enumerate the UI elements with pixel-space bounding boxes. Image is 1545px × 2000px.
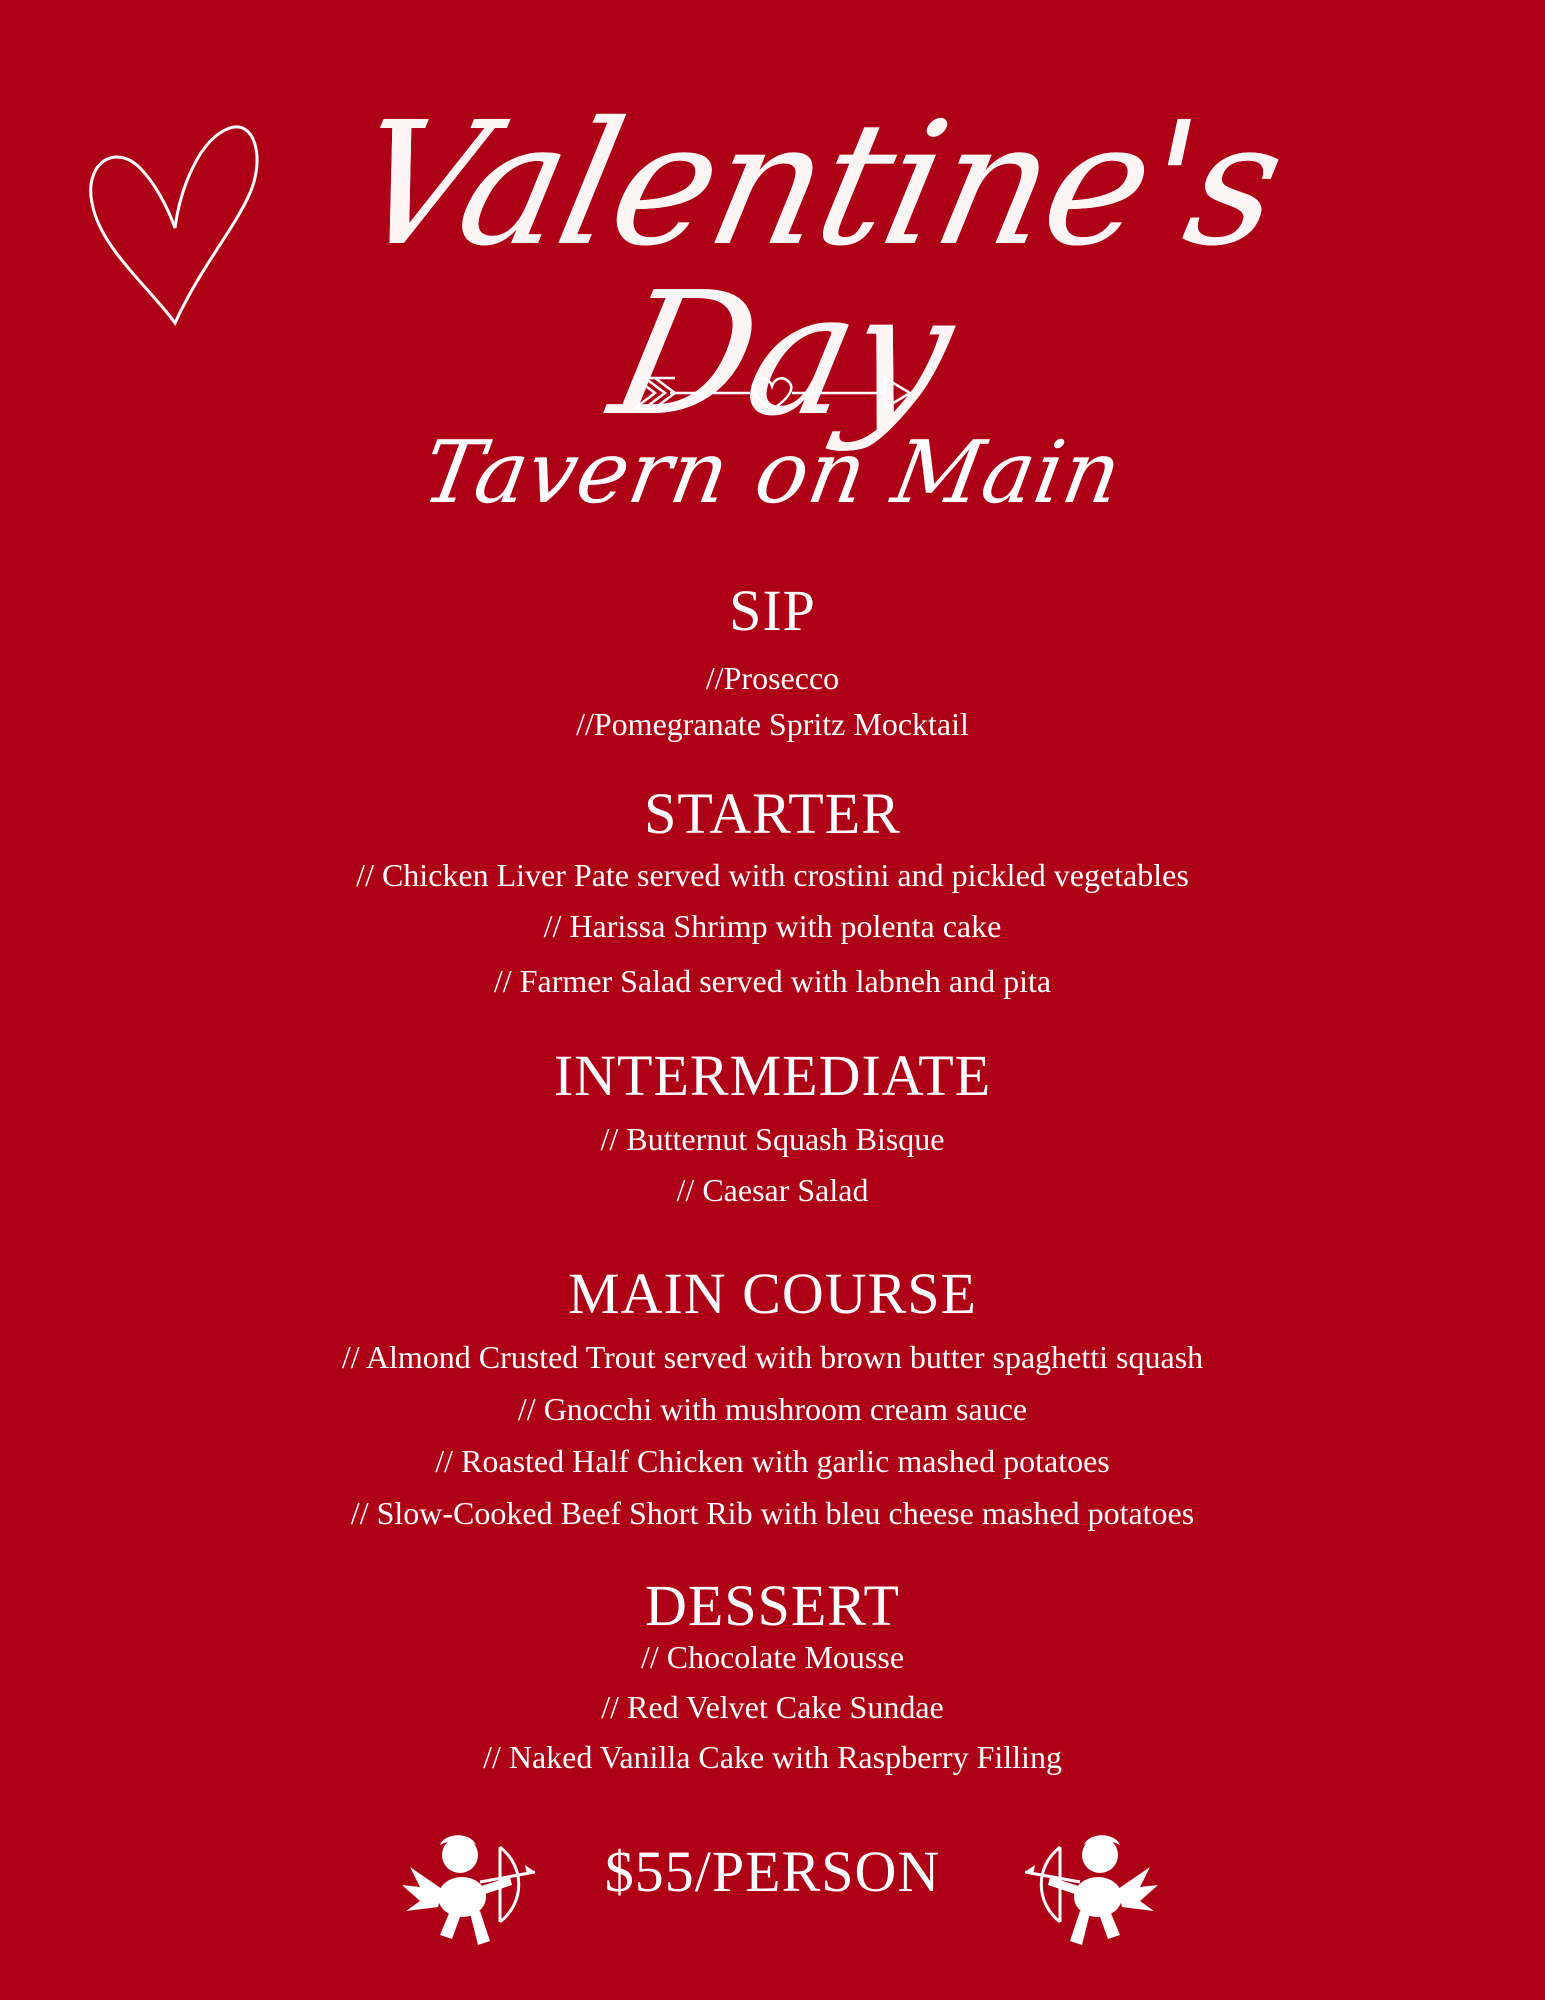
menu-item: // Harissa Shrimp with polenta cake xyxy=(543,908,1002,944)
page-title: Valentine's Day xyxy=(338,86,1298,454)
venue-name: Tavern on Main xyxy=(415,423,1130,523)
menu-item: //Pomegranate Spritz Mocktail xyxy=(576,706,969,742)
cupid-icon xyxy=(1020,1827,1160,1952)
section-sip xyxy=(0,575,1545,775)
menu-item: // Almond Crusted Trout served with brown butter spaghetti squash xyxy=(341,1339,1204,1375)
section-title: INTERMEDIATE xyxy=(553,1043,992,1108)
menu-item: // Gnocchi with mushroom cream sauce xyxy=(517,1391,1028,1427)
price-row xyxy=(0,1815,1545,1955)
section-title: SIP xyxy=(729,578,816,643)
price-label: $55/PERSON xyxy=(604,1839,941,1904)
menu-sections xyxy=(0,575,1545,1773)
title-block xyxy=(0,40,1545,454)
menu-item: // Slow-Cooked Beef Short Rib with bleu cheese mashed potatoes xyxy=(350,1495,1195,1531)
arrow-heart-icon xyxy=(630,368,915,418)
menu-item: // Caesar Salad xyxy=(676,1172,869,1208)
menu-item: //Prosecco xyxy=(705,660,840,696)
section-starter xyxy=(0,775,1545,1037)
section-dessert xyxy=(0,1569,1545,1773)
menu-item: // Naked Vanilla Cake with Raspberry Filling xyxy=(483,1739,1062,1775)
section-intermediate xyxy=(0,1037,1545,1255)
menu-item: // Butternut Squash Bisque xyxy=(600,1121,945,1157)
section-title: STARTER xyxy=(644,781,901,846)
menu-item: // Roasted Half Chicken with garlic mashed potatoes xyxy=(435,1443,1110,1479)
section-main-course xyxy=(0,1255,1545,1569)
section-title: DESSERT xyxy=(645,1573,900,1638)
menu-item: // Chocolate Mousse xyxy=(640,1639,905,1675)
menu-item: // Chicken Liver Pate served with crostini and pickled vegetables xyxy=(356,857,1189,893)
menu-item: // Red Velvet Cake Sundae xyxy=(601,1689,944,1725)
menu-item: // Farmer Salad served with labneh and pita xyxy=(493,963,1052,999)
section-title: MAIN COURSE xyxy=(568,1261,977,1326)
